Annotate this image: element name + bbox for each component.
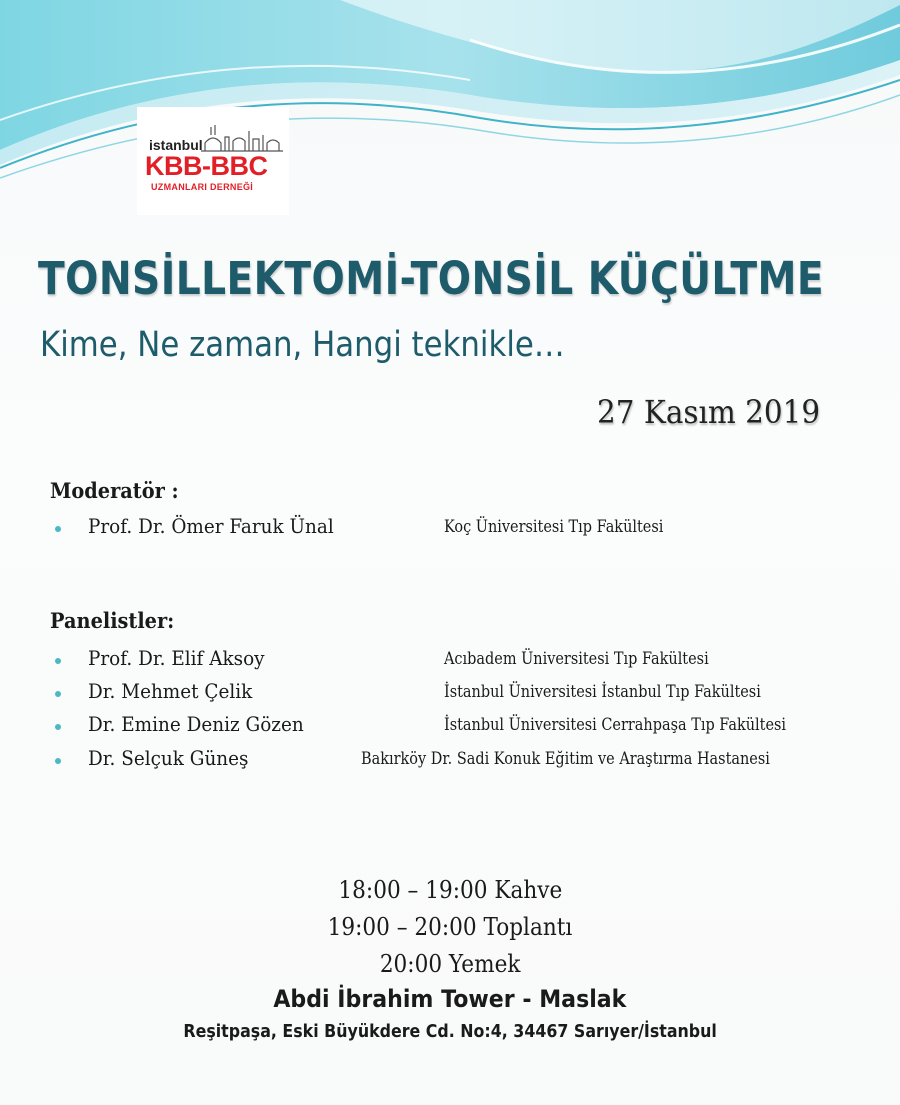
person-institution: Acıbadem Üniversitesi Tıp Fakültesi [444,649,709,669]
schedule-item [0,876,900,904]
address [0,1021,900,1042]
schedule-text: 20:00 Yemek [379,950,521,978]
event-date: 27 Kasım 2019 [597,393,821,431]
person-name: Dr. Selçuk Güneş [88,746,249,770]
person-institution: İstanbul Üniversitesi Cerrahpaşa Tıp Fakültesi [444,715,787,735]
person-institution: Bakırköy Dr. Sadi Konuk Eğitim ve Araştırma Hastanesi [361,749,770,769]
schedule-item [0,913,900,941]
panelist-row [0,679,900,709]
moderator-row [0,514,900,544]
bullet-icon [55,658,61,664]
person-name: Dr. Mehmet Çelik [88,679,253,703]
person-name: Prof. Dr. Ömer Faruk Ünal [88,514,334,538]
schedule-item [0,950,900,978]
person-name: Dr. Emine Deniz Gözen [88,712,304,736]
header-wave-decoration [0,0,900,200]
schedule-text: 18:00 – 19:00 Kahve [338,876,562,904]
person-institution: Koç Üniversitesi Tıp Fakültesi [444,517,664,537]
person-name: Prof. Dr. Elif Aksoy [88,646,265,670]
venue-text: Abdi İbrahim Tower - Maslak [273,985,627,1013]
address-text: Reşitpaşa, Eski Büyükdere Cd. No:4, 34467 Sarıyer/İstanbul [183,1021,717,1042]
moderator-heading: Moderatör : [50,478,179,503]
venue [0,985,900,1013]
panelist-row [0,746,900,776]
logo-istanbul-text: istanbul [149,137,203,153]
schedule-text: 19:00 – 20:00 Toplantı [327,913,573,941]
person-institution: İstanbul Üniversitesi İstanbul Tıp Fakültesi [444,682,761,702]
panelist-row [0,646,900,676]
bullet-icon [55,724,61,730]
logo-subtitle-text: UZMANLARI DERNEĞİ [151,182,254,192]
event-title: TONSİLLEKTOMİ-TONSİL KÜÇÜLTME [38,252,825,305]
association-logo [137,107,289,215]
panelists-heading: Panelistler: [50,608,175,633]
logo-kbb-bbc-text: KBB-BBC [145,151,268,181]
bullet-icon [55,758,61,764]
bullet-icon [55,691,61,697]
event-subtitle: Kime, Ne zaman, Hangi teknikle… [40,325,565,365]
bullet-icon [55,526,61,532]
panelist-row [0,712,900,742]
